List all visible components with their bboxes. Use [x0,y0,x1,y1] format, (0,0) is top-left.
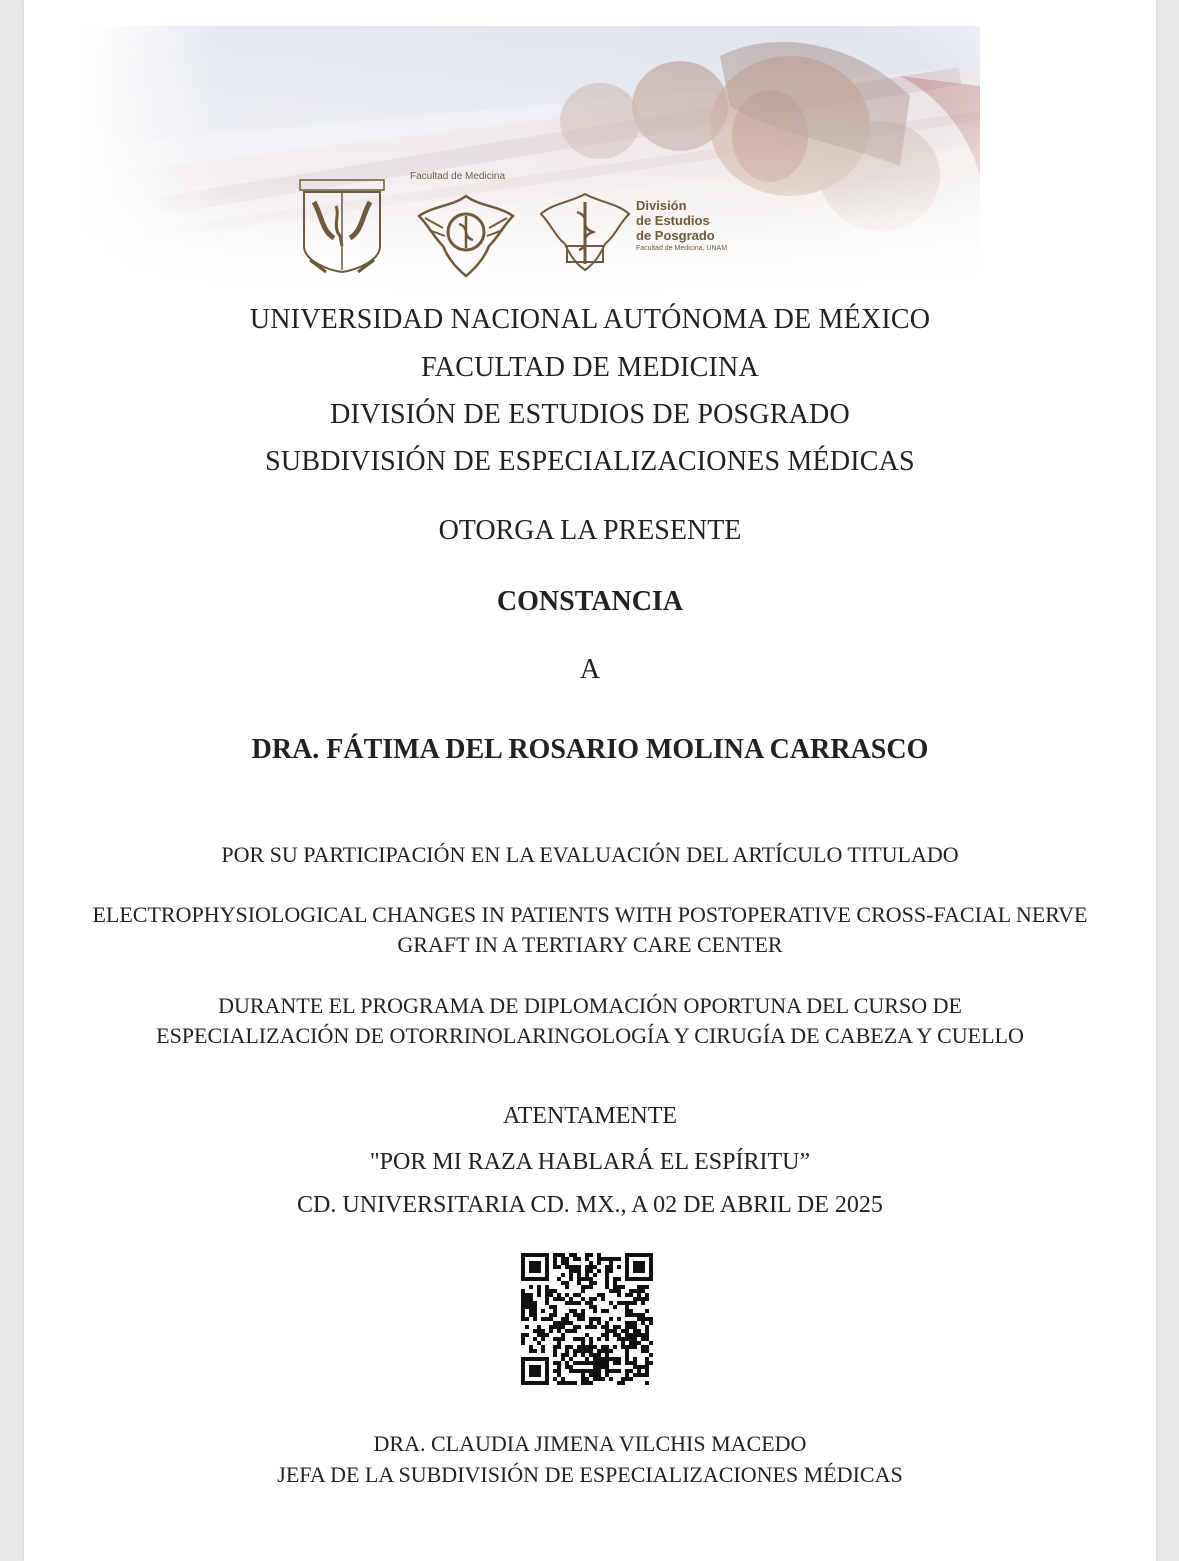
article-title-line-1: ELECTROPHYSIOLOGICAL CHANGES IN PATIENTS WITH POSTOPERATIVE CROSS-FACIAL NERVE [92,902,1088,927]
certificate-title: CONSTANCIA [496,586,684,617]
institution-line-4: SUBDIVISIÓN DE ESPECIALIZACIONES MÉDICAS [265,446,915,477]
signer-role: JEFA DE LA SUBDIVISIÓN DE ESPECIALIZACIONES MÉDICAS [277,1462,903,1487]
facultad-caption: Facultad de Medicina [410,171,506,182]
division-posgrado-seal-icon [537,188,633,277]
otorga-text: OTORGA LA PRESENTE [438,515,742,546]
institution-line-2: FACULTAD DE MEDICINA [421,352,759,383]
division-logo-line1: División [636,198,687,213]
recipient-name: DRA. FÁTIMA DEL ROSARIO MOLINA CARRASCO [251,734,929,765]
signer-name: DRA. CLAUDIA JIMENA VILCHIS MACEDO [373,1431,807,1456]
atentamente-text: ATENTAMENTE [502,1103,678,1129]
place-date-text: CD. UNIVERSITARIA CD. MX., A 02 DE ABRIL DE 2025 [297,1192,883,1218]
institution-line-1: UNIVERSIDAD NACIONAL AUTÓNOMA DE MÉXICO [249,304,931,335]
division-logo-line4: Facultad de Medicina, UNAM [636,245,728,252]
division-logo-text [636,198,776,254]
facultad-medicina-seal-icon [413,186,519,283]
division-logo-line3: de Posgrado [636,228,715,243]
article-title-line-2: GRAFT IN A TERTIARY CARE CENTER [397,932,783,957]
certificate-page [24,0,1156,1561]
mural-banner-image [80,26,980,301]
program-line-2: ESPECIALIZACIÓN DE OTORRINOLARINGOLOGÍA Y CIRUGÍA DE CABEZA Y CUELLO [156,1023,1024,1048]
to-text: A [579,654,601,685]
program-line-1: DURANTE EL PROGRAMA DE DIPLOMACIÓN OPORTUNA DEL CURSO DE [218,993,962,1018]
reason-text: POR SU PARTICIPACIÓN EN LA EVALUACIÓN DEL ARTÍCULO TITULADO [221,842,959,867]
institution-line-3: DIVISIÓN DE ESTUDIOS DE POSGRADO [330,399,850,430]
motto-text: "POR MI RAZA HABLARÁ EL ESPÍRITU” [369,1149,811,1175]
qr-code-icon [521,1253,653,1385]
unam-seal-icon [296,176,388,281]
division-logo-line2: de Estudios [636,213,710,228]
